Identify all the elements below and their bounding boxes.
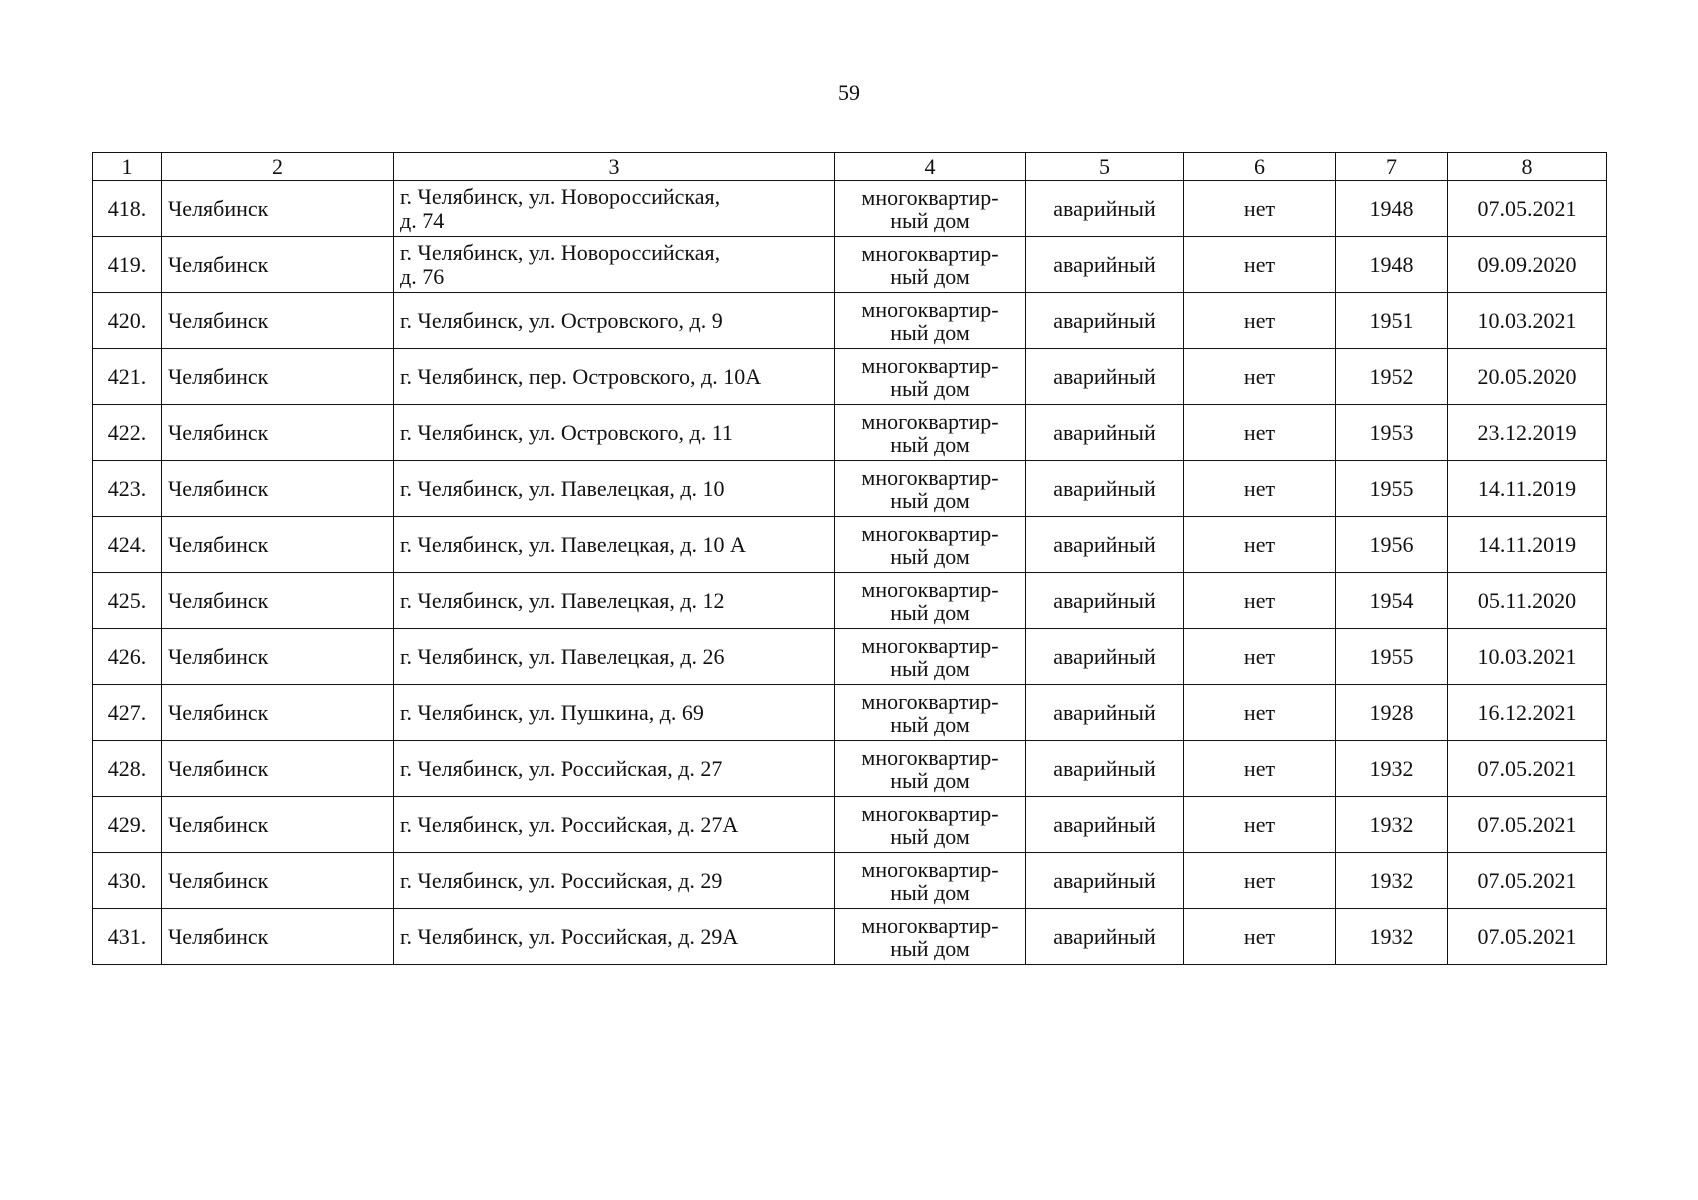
- table-row: [93, 573, 1607, 629]
- address-cell-line: г. Челябинск, ул. Павелецкая, д. 10 А: [400, 531, 746, 557]
- column-header: 6: [1184, 153, 1336, 181]
- table-row: [93, 405, 1607, 461]
- building-type-cell-line: ный дом: [890, 599, 970, 625]
- address-cell: [394, 685, 835, 741]
- year-cell: 1951: [1336, 293, 1448, 349]
- condition-cell: аварийный: [1026, 685, 1184, 741]
- row-number: 429.: [93, 797, 162, 853]
- building-type-cell-line: многоквартир-: [861, 576, 999, 602]
- municipality-cell: Челябинск: [162, 405, 394, 461]
- date-cell: 07.05.2021: [1448, 181, 1607, 237]
- table-row: [93, 909, 1607, 965]
- year-cell: 1948: [1336, 181, 1448, 237]
- building-type-cell-line: многоквартир-: [861, 744, 999, 770]
- building-type-cell-line: многоквартир-: [861, 296, 999, 322]
- date-cell: 07.05.2021: [1448, 909, 1607, 965]
- year-cell: 1952: [1336, 349, 1448, 405]
- column-header: 8: [1448, 153, 1607, 181]
- flag-cell: нет: [1184, 685, 1336, 741]
- date-cell: 16.12.2021: [1448, 685, 1607, 741]
- condition-cell: аварийный: [1026, 853, 1184, 909]
- table-row: [93, 797, 1607, 853]
- building-type-cell-line: ный дом: [890, 375, 970, 401]
- address-cell: [394, 181, 835, 237]
- address-cell-line: г. Челябинск, ул. Российская, д. 27: [400, 755, 723, 781]
- municipality-cell: Челябинск: [162, 293, 394, 349]
- table-row: [93, 853, 1607, 909]
- date-cell: 14.11.2019: [1448, 461, 1607, 517]
- condition-cell: аварийный: [1026, 461, 1184, 517]
- building-type-cell-line: ный дом: [890, 655, 970, 681]
- date-cell: 07.05.2021: [1448, 853, 1607, 909]
- condition-cell: аварийный: [1026, 741, 1184, 797]
- building-type-cell-line: ный дом: [890, 767, 970, 793]
- address-cell: [394, 517, 835, 573]
- building-type-cell-line: ный дом: [890, 823, 970, 849]
- condition-cell: аварийный: [1026, 349, 1184, 405]
- row-number: 427.: [93, 685, 162, 741]
- building-type-cell-line: ный дом: [890, 711, 970, 737]
- year-cell: 1955: [1336, 629, 1448, 685]
- address-cell-line: г. Челябинск, ул. Островского, д. 9: [400, 307, 723, 333]
- condition-cell: аварийный: [1026, 405, 1184, 461]
- date-cell: 23.12.2019: [1448, 405, 1607, 461]
- address-cell-line: г. Челябинск, ул. Российская, д. 29А: [400, 923, 739, 949]
- municipality-cell: Челябинск: [162, 741, 394, 797]
- flag-cell: нет: [1184, 405, 1336, 461]
- building-type-cell-line: ный дом: [890, 879, 970, 905]
- building-type-cell: [835, 797, 1026, 853]
- address-cell-line: г. Челябинск, пер. Островского, д. 10А: [400, 363, 762, 389]
- row-number: 431.: [93, 909, 162, 965]
- column-header: 7: [1336, 153, 1448, 181]
- municipality-cell: Челябинск: [162, 181, 394, 237]
- row-number: 426.: [93, 629, 162, 685]
- column-number-row: [93, 153, 1607, 181]
- flag-cell: нет: [1184, 237, 1336, 293]
- row-number: 421.: [93, 349, 162, 405]
- table-row: [93, 293, 1607, 349]
- building-type-cell-line: многоквартир-: [861, 352, 999, 378]
- housing-registry-table: [92, 152, 1607, 965]
- building-type-cell-line: многоквартир-: [861, 464, 999, 490]
- table-row: [93, 517, 1607, 573]
- table-row: [93, 349, 1607, 405]
- column-header: 5: [1026, 153, 1184, 181]
- date-cell: 07.05.2021: [1448, 797, 1607, 853]
- building-type-cell: [835, 629, 1026, 685]
- address-cell-line: д. 74: [400, 207, 445, 233]
- column-header: 1: [93, 153, 162, 181]
- year-cell: 1955: [1336, 461, 1448, 517]
- flag-cell: нет: [1184, 909, 1336, 965]
- address-cell: [394, 405, 835, 461]
- condition-cell: аварийный: [1026, 909, 1184, 965]
- flag-cell: нет: [1184, 517, 1336, 573]
- address-cell-line: г. Челябинск, ул. Павелецкая, д. 12: [400, 587, 725, 613]
- building-type-cell: [835, 293, 1026, 349]
- date-cell: 07.05.2021: [1448, 741, 1607, 797]
- municipality-cell: Челябинск: [162, 685, 394, 741]
- flag-cell: нет: [1184, 797, 1336, 853]
- municipality-cell: Челябинск: [162, 461, 394, 517]
- flag-cell: нет: [1184, 629, 1336, 685]
- building-type-cell-line: многоквартир-: [861, 856, 999, 882]
- table-row: [93, 629, 1607, 685]
- year-cell: 1954: [1336, 573, 1448, 629]
- year-cell: 1956: [1336, 517, 1448, 573]
- year-cell: 1932: [1336, 797, 1448, 853]
- address-cell: [394, 909, 835, 965]
- building-type-cell: [835, 517, 1026, 573]
- row-number: 418.: [93, 181, 162, 237]
- condition-cell: аварийный: [1026, 237, 1184, 293]
- municipality-cell: Челябинск: [162, 349, 394, 405]
- address-cell: [394, 293, 835, 349]
- page-number: 59: [838, 80, 860, 105]
- address-cell-line: г. Челябинск, ул. Павелецкая, д. 26: [400, 643, 725, 669]
- building-type-cell: [835, 853, 1026, 909]
- row-number: 424.: [93, 517, 162, 573]
- flag-cell: нет: [1184, 181, 1336, 237]
- flag-cell: нет: [1184, 461, 1336, 517]
- building-type-cell: [835, 909, 1026, 965]
- condition-cell: аварийный: [1026, 181, 1184, 237]
- date-cell: 20.05.2020: [1448, 349, 1607, 405]
- condition-cell: аварийный: [1026, 797, 1184, 853]
- building-type-cell: [835, 181, 1026, 237]
- municipality-cell: Челябинск: [162, 853, 394, 909]
- address-cell-line: г. Челябинск, ул. Пушкина, д. 69: [400, 699, 704, 725]
- address-cell-line: г. Челябинск, ул. Островского, д. 11: [400, 419, 733, 445]
- table-row: [93, 461, 1607, 517]
- row-number: 430.: [93, 853, 162, 909]
- date-cell: 05.11.2020: [1448, 573, 1607, 629]
- row-number: 420.: [93, 293, 162, 349]
- address-cell-line: г. Челябинск, ул. Новороссийская,: [400, 239, 721, 265]
- address-cell: [394, 741, 835, 797]
- year-cell: 1932: [1336, 853, 1448, 909]
- building-type-cell: [835, 685, 1026, 741]
- building-type-cell-line: многоквартир-: [861, 800, 999, 826]
- row-number: 425.: [93, 573, 162, 629]
- year-cell: 1948: [1336, 237, 1448, 293]
- date-cell: 09.09.2020: [1448, 237, 1607, 293]
- row-number: 422.: [93, 405, 162, 461]
- condition-cell: аварийный: [1026, 517, 1184, 573]
- building-type-cell-line: многоквартир-: [861, 632, 999, 658]
- address-cell: [394, 797, 835, 853]
- year-cell: 1953: [1336, 405, 1448, 461]
- building-type-cell-line: ный дом: [890, 207, 970, 233]
- table-row: [93, 181, 1607, 237]
- building-type-cell-line: многоквартир-: [861, 240, 999, 266]
- year-cell: 1932: [1336, 741, 1448, 797]
- flag-cell: нет: [1184, 349, 1336, 405]
- address-cell: [394, 629, 835, 685]
- address-cell: [394, 461, 835, 517]
- address-cell-line: д. 76: [400, 263, 445, 289]
- address-cell: [394, 237, 835, 293]
- row-number: 423.: [93, 461, 162, 517]
- table-row: [93, 741, 1607, 797]
- municipality-cell: Челябинск: [162, 517, 394, 573]
- municipality-cell: Челябинск: [162, 629, 394, 685]
- table-body: [93, 181, 1607, 965]
- building-type-cell-line: ный дом: [890, 431, 970, 457]
- address-cell: [394, 349, 835, 405]
- date-cell: 14.11.2019: [1448, 517, 1607, 573]
- building-type-cell: [835, 349, 1026, 405]
- table-row: [93, 237, 1607, 293]
- year-cell: 1932: [1336, 909, 1448, 965]
- flag-cell: нет: [1184, 293, 1336, 349]
- address-cell: [394, 853, 835, 909]
- date-cell: 10.03.2021: [1448, 293, 1607, 349]
- flag-cell: нет: [1184, 853, 1336, 909]
- building-type-cell: [835, 573, 1026, 629]
- address-cell-line: г. Челябинск, ул. Российская, д. 29: [400, 867, 723, 893]
- building-type-cell-line: ный дом: [890, 319, 970, 345]
- building-type-cell: [835, 741, 1026, 797]
- condition-cell: аварийный: [1026, 573, 1184, 629]
- column-header: 2: [162, 153, 394, 181]
- address-cell: [394, 573, 835, 629]
- building-type-cell-line: многоквартир-: [861, 520, 999, 546]
- address-cell-line: г. Челябинск, ул. Павелецкая, д. 10: [400, 475, 725, 501]
- address-cell-line: г. Челябинск, ул. Новороссийская,: [400, 183, 721, 209]
- municipality-cell: Челябинск: [162, 573, 394, 629]
- address-cell-line: г. Челябинск, ул. Российская, д. 27А: [400, 811, 739, 837]
- building-type-cell-line: многоквартир-: [861, 184, 999, 210]
- building-type-cell-line: ный дом: [890, 935, 970, 961]
- building-type-cell-line: ный дом: [890, 263, 970, 289]
- flag-cell: нет: [1184, 573, 1336, 629]
- building-type-cell-line: ный дом: [890, 543, 970, 569]
- building-type-cell-line: многоквартир-: [861, 688, 999, 714]
- condition-cell: аварийный: [1026, 293, 1184, 349]
- building-type-cell-line: ный дом: [890, 487, 970, 513]
- table-row: [93, 685, 1607, 741]
- municipality-cell: Челябинск: [162, 797, 394, 853]
- column-header: 3: [394, 153, 835, 181]
- municipality-cell: Челябинск: [162, 909, 394, 965]
- row-number: 419.: [93, 237, 162, 293]
- building-type-cell: [835, 461, 1026, 517]
- building-type-cell: [835, 237, 1026, 293]
- row-number: 428.: [93, 741, 162, 797]
- municipality-cell: Челябинск: [162, 237, 394, 293]
- building-type-cell-line: многоквартир-: [861, 408, 999, 434]
- flag-cell: нет: [1184, 741, 1336, 797]
- building-type-cell: [835, 405, 1026, 461]
- date-cell: 10.03.2021: [1448, 629, 1607, 685]
- building-type-cell-line: многоквартир-: [861, 912, 999, 938]
- year-cell: 1928: [1336, 685, 1448, 741]
- column-header: 4: [835, 153, 1026, 181]
- condition-cell: аварийный: [1026, 629, 1184, 685]
